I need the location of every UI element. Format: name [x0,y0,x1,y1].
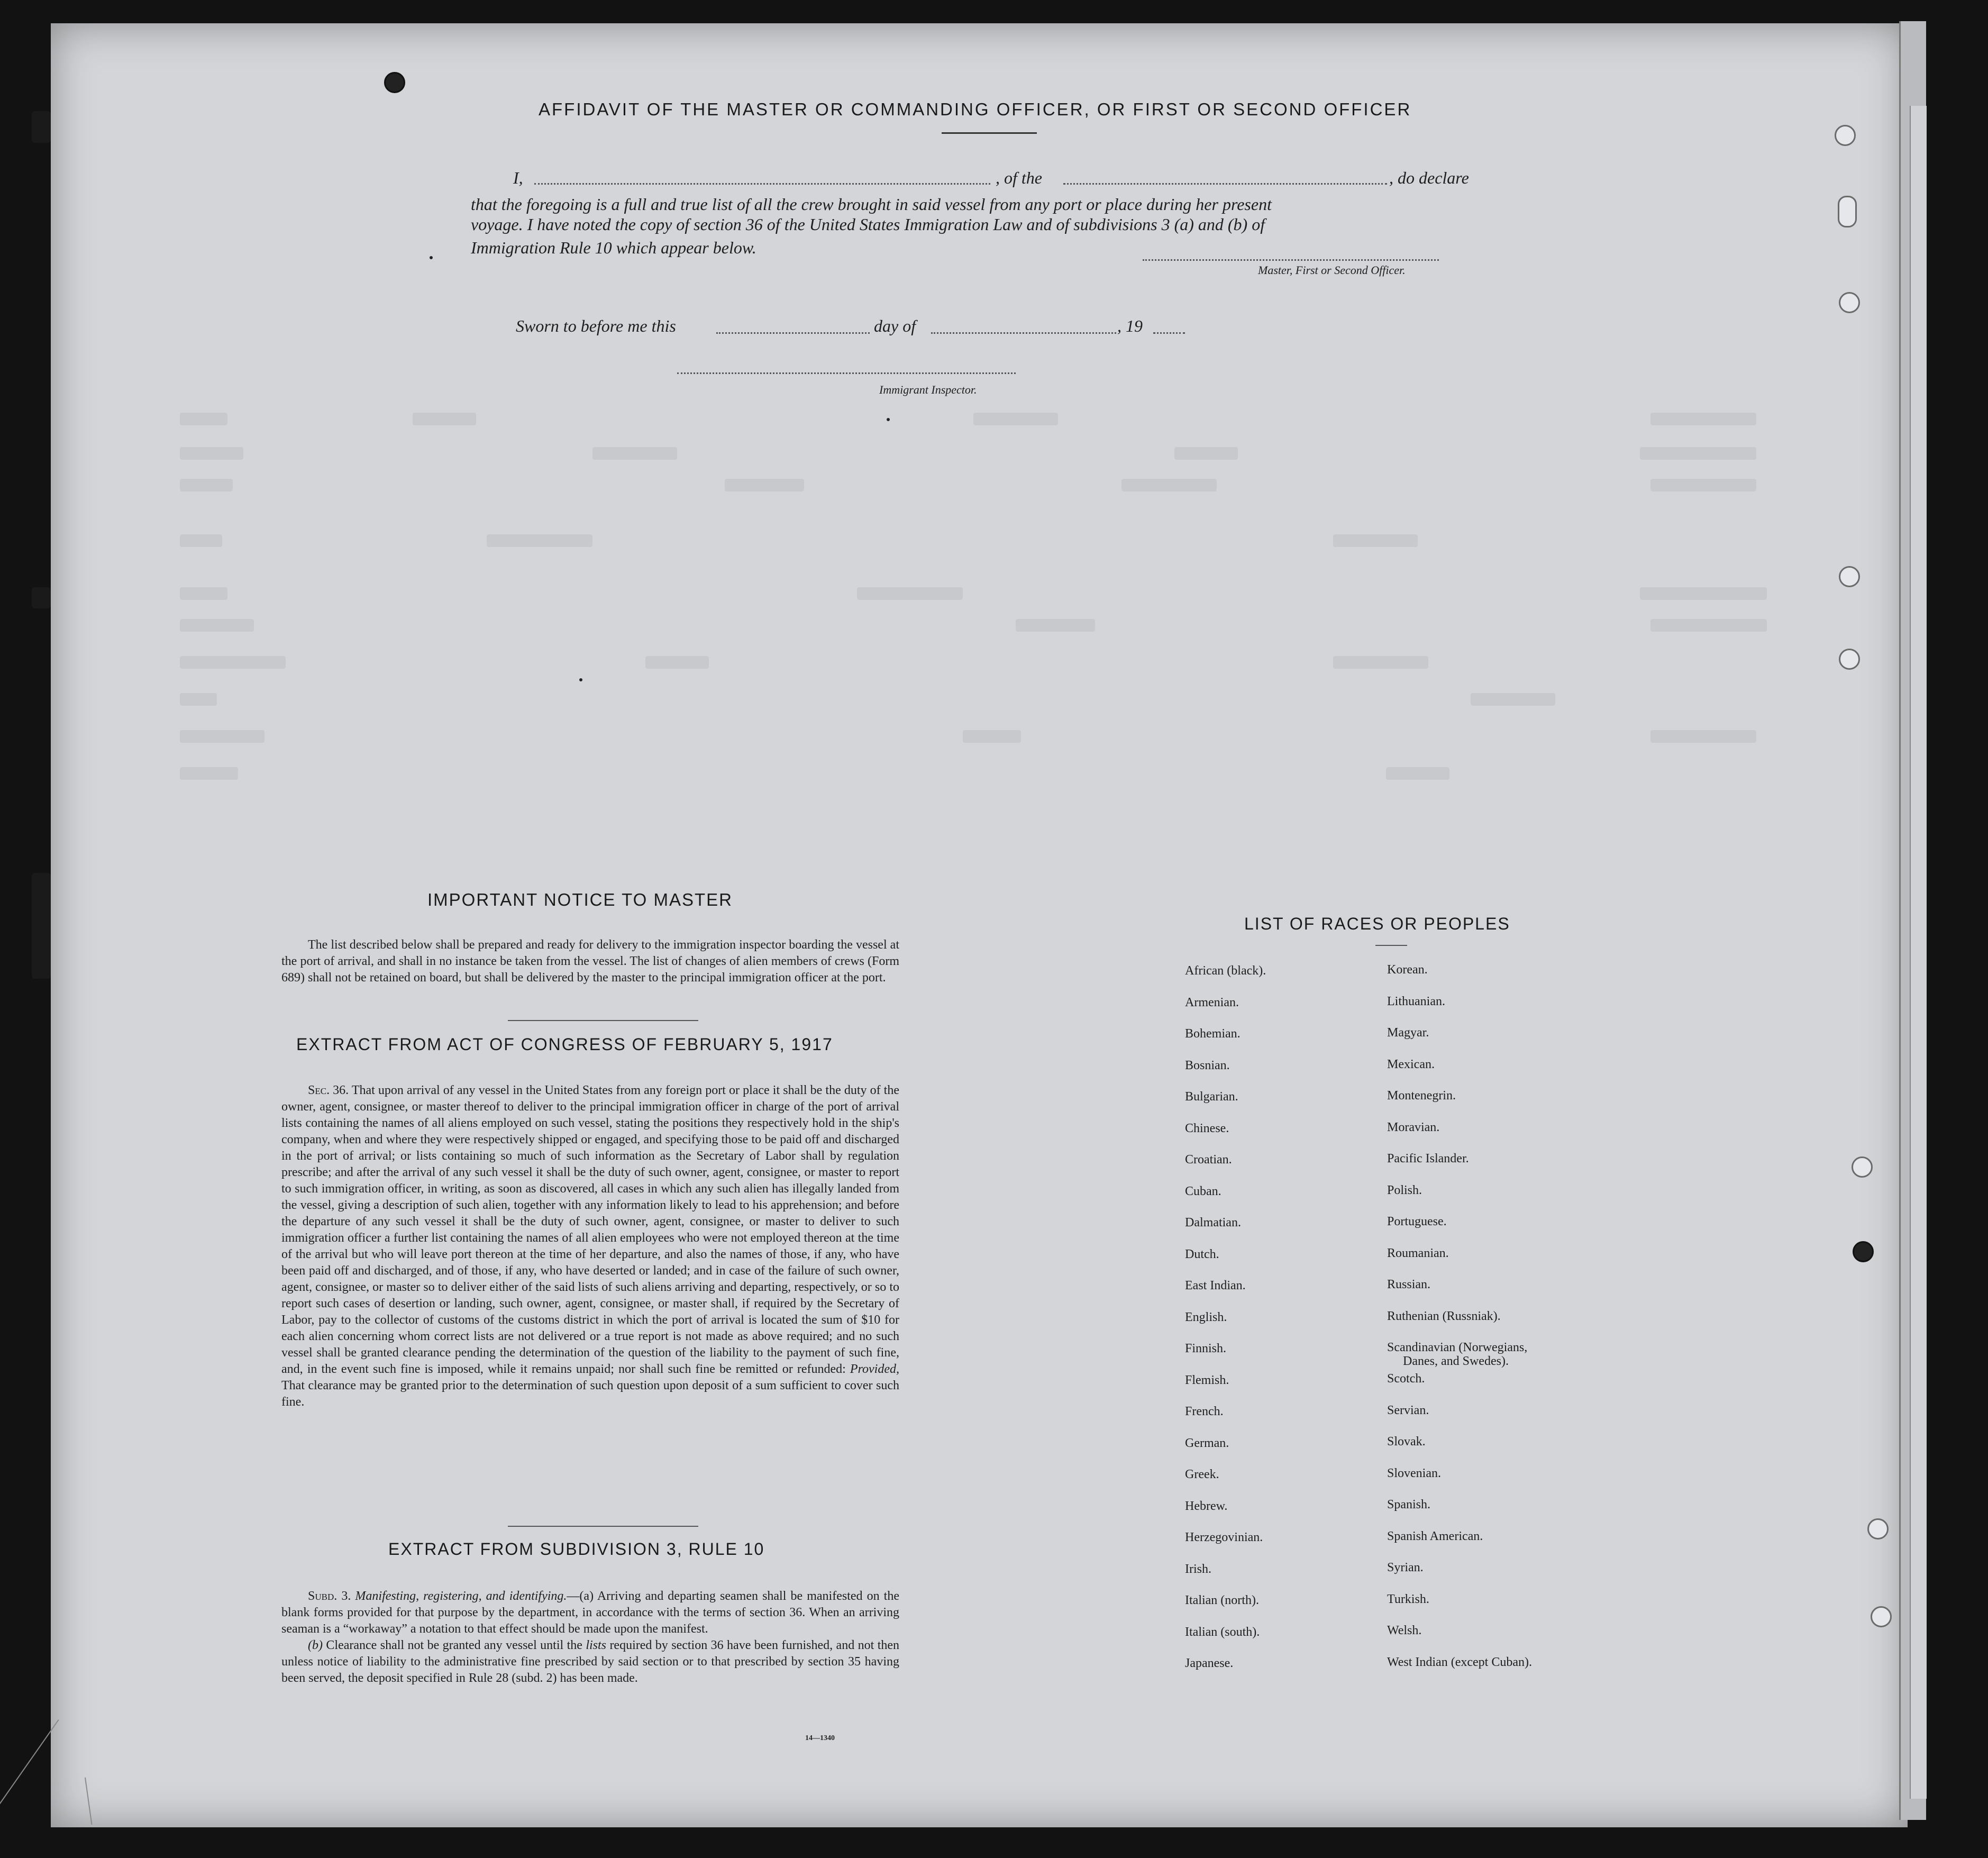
race-item: English. [1185,1310,1227,1324]
punch-hole [1839,649,1860,670]
race-item: French. [1185,1405,1224,1418]
race-item: Portuguese. [1387,1215,1447,1228]
para-b-mark: (b) [308,1638,323,1652]
race-item: Greek. [1185,1468,1219,1481]
speck [887,418,890,421]
section-rule [508,1526,698,1527]
race-item: Korean. [1387,963,1428,977]
affidavit-line2: that the foregoing is a full and true list of all the crew brought in said vessel from any port or place during her present [471,195,1272,214]
race-item: Turkish. [1387,1592,1429,1606]
punch-hole [1835,125,1856,146]
race-item: Armenian. [1185,996,1239,1009]
race-item: Herzegovinian. [1185,1531,1263,1544]
race-item: Ruthenian (Russniak). [1387,1309,1501,1323]
act-paragraph [281,1082,899,1410]
race-item: Servian. [1387,1404,1429,1417]
punch-hole [1867,1518,1889,1540]
punch-hole [1839,292,1860,313]
para-b-pre: Clearance shall not be granted any vessel until the [326,1638,582,1652]
race-item: Slovenian. [1387,1467,1441,1480]
punch-hole [1839,566,1860,587]
race-item: Russian. [1387,1278,1431,1291]
provided-text: That clearance may be granted prior to the determination of such question upon deposit of a sum sufficient to cover such fine. [281,1379,899,1409]
race-item: Hebrew. [1185,1499,1228,1513]
race-item: Dalmatian. [1185,1216,1241,1229]
race-item: Scandinavian (Norwegians, [1387,1341,1528,1354]
binding-mark [32,873,51,979]
punch-hole [1852,1156,1873,1178]
act-body: That upon arrival of any vessel in the United States from any foreign port or place it shall be the duty of the owner, agent, consignee, or master thereof to deliver to the principal immigration officer in charge of the port of arrival lists containing the names of all aliens employed on such vessel, stating the positions they respectively hold in the ship's company, when and where they were respectively shipped or engaged, and specifying those to be paid off and discharged in the port of arrival; or lists containing so much of such information as the Secretary of Labor shall by regulation prescribe; and after the arrival of any such vessel it shall be the duty of such owner, agent, consignee, or master to report to such immigration officer, in writing, as soon as discovered, all cases in which any such alien has illegally landed from the vessel, giving a description of such alien, together with any information likely to lead to his apprehension; and before the departure of any such vessel it shall be the duty of such owner, agent, consignee, or master to deliver to such immigration officer a further list containing the names of all alien employees who were not employed thereon at the time of the arrival but who will leave port thereon at the time of her departure, and also the names of those, if any, who have been paid off and discharged, and of those, if any, who have deserted or landed; and in case of the failure of such owner, agent, consignee, or master so to deliver either of the said lists of such aliens arriving and departing, respectively, or so to report such cases of desertion or landing, such owner, agent, consignee, or master shall, if required by the Secretary of Labor, pay to the collector of customs of the customs district in which the port of arrival is located the sum of $10 for each alien concerning whom correct lists are not delivered or a true report is not made as above required; and no such vessel shall be granted clearance pending the determination of the question of the liability to the payment of such fine, and, in the event such fine is imposed, while it remains unpaid; nor shall such fine be remitted or refunded: [281,1083,899,1376]
section-rule [508,1020,698,1021]
race-item: Cuban. [1185,1185,1221,1198]
act-text [281,1082,899,1410]
binding-mark [32,111,51,143]
race-item: Spanish American. [1387,1529,1483,1543]
punch-hole [384,72,405,93]
para-b-post: required by section 36 have been furnished, and not then unless notice of liability to the administrative fine prescribed by said section or to that prescribed by section 35 having been served, the deposit specified in Rule 28 (subd. 2) has been made. [281,1638,900,1685]
inspector-caption: Immigrant Inspector. [879,383,977,396]
affidavit-title: AFFIDAVIT OF THE MASTER OR COMMANDING OFFICER, OR FIRST OR SECOND OFFICER [539,99,1412,119]
race-item: Flemish. [1185,1373,1229,1387]
notice-title: IMPORTANT NOTICE TO MASTER [427,890,733,909]
title-rule [1375,945,1407,946]
punch-hole [1853,1241,1874,1262]
day-of-label: day of [874,316,916,335]
race-item: Pacific Islander. [1387,1152,1469,1165]
year-blank [1153,332,1185,334]
sec-label: Sec. 36. [308,1083,349,1097]
rule-paragraph-a [281,1588,899,1637]
race-item: Montenegrin. [1387,1089,1456,1103]
title-rule [942,132,1037,134]
race-item: Welsh. [1387,1624,1422,1637]
race-item: Polish. [1387,1183,1422,1197]
race-item: Spanish. [1387,1498,1431,1511]
punch-hole [1838,196,1857,227]
punch-hole [1871,1606,1892,1627]
affidavit-i: I, [513,168,523,187]
race-item: Irish. [1185,1562,1211,1576]
race-item: Finnish. [1185,1342,1227,1355]
form-page [51,23,1908,1827]
day-blank [716,332,870,334]
race-item: Magyar. [1387,1026,1429,1040]
affidavit-line3: voyage. I have noted the copy of section 36 of the United States Immigration Law and of subdivisions 3 (a) and (b) of [471,215,1265,234]
binding-mark [32,587,51,608]
race-item: Dutch. [1185,1247,1219,1261]
pencil-mark [0,1719,59,1807]
race-item: Danes, and Swedes). [1403,1354,1509,1368]
race-item: East Indian. [1185,1279,1246,1292]
race-item: Italian (north). [1185,1593,1259,1607]
rule-title: EXTRACT FROM SUBDIVISION 3, RULE 10 [388,1540,765,1559]
notice-text [281,937,899,986]
year-label: , 19 [1117,316,1143,335]
speck [430,256,433,259]
race-item: Bohemian. [1185,1027,1241,1041]
signature-caption: Master, First or Second Officer. [1258,263,1406,277]
race-item: Bulgarian. [1185,1090,1238,1104]
signature-blank [1143,259,1439,261]
notice-paragraph: The list described below shall be prepared and ready for delivery to the immigration inspector boarding the vessel at the port of arrival, and shall in no instance be taken from the vessel. The list of changes of alien members of crews (Form 689) shall not be retained on board, but shall be delivered by the master to the principal immigration officer at the port. [281,938,899,985]
month-blank [931,332,1116,334]
race-item: Slovak. [1387,1435,1426,1449]
name-blank [534,183,990,185]
subd-label: Subd. 3. [308,1589,351,1603]
race-item: West Indian (except Cuban). [1387,1655,1532,1669]
form-number: 14—1340 [805,1734,835,1742]
race-item: Chinese. [1185,1122,1229,1135]
affidavit-declare: , do declare [1389,168,1469,187]
race-item: Japanese. [1185,1656,1234,1670]
para-b-lists: lists [586,1638,607,1652]
rule-text [281,1588,899,1687]
page-edge-stack-inner [1910,106,1927,1799]
para-a-mark: —(a) [567,1589,594,1603]
race-item: African (black). [1185,964,1266,978]
speck [579,678,582,681]
race-item: Scotch. [1387,1372,1425,1386]
affidavit-line4: Immigration Rule 10 which appear below. [471,238,756,257]
race-item: German. [1185,1436,1229,1450]
race-item: Bosnian. [1185,1059,1230,1072]
race-item: Mexican. [1387,1058,1435,1071]
sworn-label: Sworn to before me this [516,316,676,335]
race-item: Roumanian. [1387,1246,1449,1260]
race-item: Italian (south). [1185,1625,1260,1639]
races-title: LIST OF RACES OR PEOPLES [1244,914,1510,933]
act-title: EXTRACT FROM ACT OF CONGRESS OF FEBRUARY 5, 1917 [296,1035,833,1054]
provided-label: Provided, [850,1362,899,1376]
race-item: Moravian. [1387,1121,1440,1134]
subd-heading: Manifesting, registering, and identifying. [355,1589,567,1603]
affidavit-of-the: , of the [996,168,1042,187]
race-item: Croatian. [1185,1153,1232,1167]
para-a-text: Arriving and departing seamen shall be manifested on the blank forms provided for that purpose by the department, in accordance with the terms of section 36. When an arriving seaman is a “workaway” a notation to that effect should be made upon the manifest. [281,1589,899,1636]
race-item: Lithuanian. [1387,995,1445,1008]
inspector-blank [677,372,1016,374]
race-item: Syrian. [1387,1561,1424,1574]
rule-paragraph-b [281,1637,899,1687]
vessel-blank [1063,183,1387,185]
